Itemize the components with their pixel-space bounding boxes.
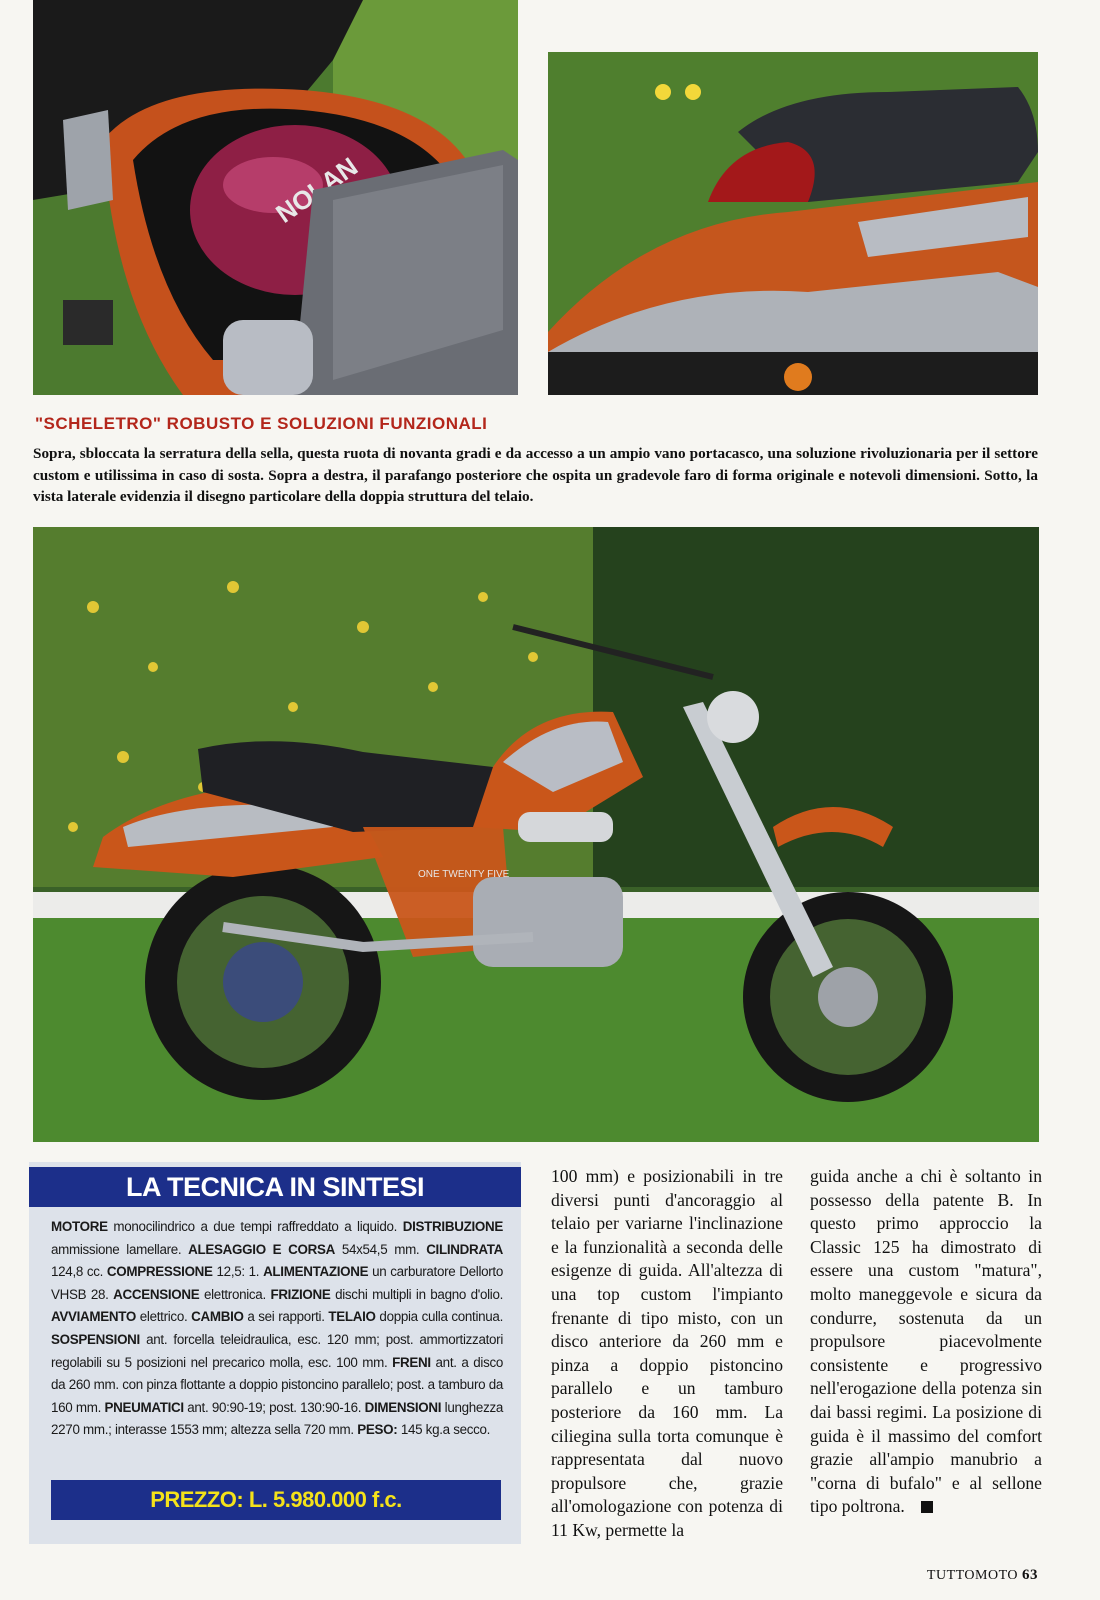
magazine-name: TUTTOMOTO [926,1568,1018,1583]
spec-label: DISTRIBUZIONE [402,1219,503,1234]
tech-specs-text [51,1216,503,1442]
spec-value: doppia culla continua. [379,1309,503,1325]
spec-value: a sei rapporti. [247,1309,325,1325]
spec-label: DIMENSIONI [364,1399,442,1415]
spec-label: FRENI [392,1354,431,1370]
article-column-right-text: guida anche a chi è soltanto in possesso della patente B. In questo primo approccio la Classic 125 ha dimostrato di essere una custom "matura", molto maneggevole e sicura da condurre, sostenuta da un propulsore piacevolmente consistente e progressivo nell'erogazione della potenza sin dai bassi regimi. La posizione di guida è il massimo del comfort grazie all'ampio manubrio a "corna di bufalo" e al sellone tipo poltrona. [810,1166,1042,1517]
spec-value: dischi multipli in bagno d'olio. [335,1286,504,1302]
end-of-article-mark [921,1501,933,1513]
page-number: 63 [1022,1567,1038,1583]
spec-value: ant. forcella teleidraulica, esc. 120 mm; post. ammortizzatori regolabili su 5 posizioni nel precarico molla, esc. 100 mm. [51,1331,503,1370]
page-footer [927,1567,1038,1584]
spec-label: CILINDRATA [426,1241,504,1257]
tech-summary-header: LA TECNICA IN SINTESI [29,1167,521,1207]
spec-value: ant. 90:90-19; post. 130:90-16. [187,1399,362,1415]
spec-label: CAMBIO [191,1309,244,1325]
tech-summary-box [29,1162,521,1544]
photo-rear-fender [548,52,1038,395]
spec-value: 124,8 cc. [51,1264,104,1280]
spec-value: 12,5: 1. [216,1264,260,1280]
spec-label: FRIZIONE [270,1286,331,1302]
spec-label: PNEUMATICI [104,1399,184,1415]
photo-motorcycle-side [33,527,1039,1142]
photo-helmet-compartment [33,0,518,395]
spec-value: monocilindrico a due tempi raffreddato a liquido. [113,1219,398,1234]
spec-label: SOSPENSIONI [51,1331,140,1347]
spec-value: 145 kg.a secco. [400,1422,491,1438]
spec-value: 54x54,5 mm. [341,1241,420,1257]
spec-value: elettronica. [203,1286,266,1302]
spec-label: PESO: [357,1422,398,1438]
spec-value: ammissione lamellare. [51,1241,182,1257]
article-column-right [810,1165,1042,1519]
spec-label: ALIMENTAZIONE [263,1264,369,1280]
spec-value: lunghezza 2270 mm.; interasse 1553 mm; altezza sella 720 mm. [51,1399,504,1438]
price-bar: PREZZO: L. 5.980.000 f.c. [51,1480,501,1520]
spec-label: COMPRESSIONE [106,1264,213,1280]
spec-label: MOTORE [51,1219,108,1234]
spec-value: ant. a disco da 260 mm. con pinza flottante a doppio pistoncino parallelo; post. a tamburo da 160 mm. [51,1354,504,1415]
tank-badge-text: ONE TWENTY FIVE [418,869,510,880]
article-column-middle: 100 mm) e posizionabili in tre diversi punti d'ancoraggio al telaio per variarne l'inclinazione e la funzionalità a seconda delle esigenze di guida. All'altezza di una top custom l'impianto frenante di tipo misto, con un disco anteriore da 260 mm e pinza a doppio pistoncino parallelo e un tamburo posteriore da 160 mm. La ciliegina sulla torta comunque è rappresentata dal nuovo propulsore che, grazie all'omologazione con potenza di 11 Kw, permette la [551,1166,783,1540]
spec-value: un carburatore Dellorto VHSB 28. [51,1264,503,1302]
spec-label: AVVIAMENTO [51,1309,137,1325]
caption-text: Sopra, sbloccata la serratura della sella, questa ruota di novanta gradi e da accesso a un ampio vano portacasco, una soluzione rivoluzionaria per il settore custom e utilissima in caso di sosta. Sopra a destra, il parafango posteriore che ospita un gradevole faro di forma originale e notevoli dimensioni. Sotto, la vista laterale evidenzia il disegno particolare della doppia struttura del telaio. [33,445,1038,505]
spec-label: TELAIO [328,1309,376,1325]
spec-label: ACCENSIONE [113,1286,200,1302]
spec-value: elettrico. [139,1309,188,1325]
caption-title: "SCHELETRO" ROBUSTO E SOLUZIONI FUNZIONALI [35,414,488,433]
spec-label: ALESAGGIO E CORSA [188,1241,335,1257]
